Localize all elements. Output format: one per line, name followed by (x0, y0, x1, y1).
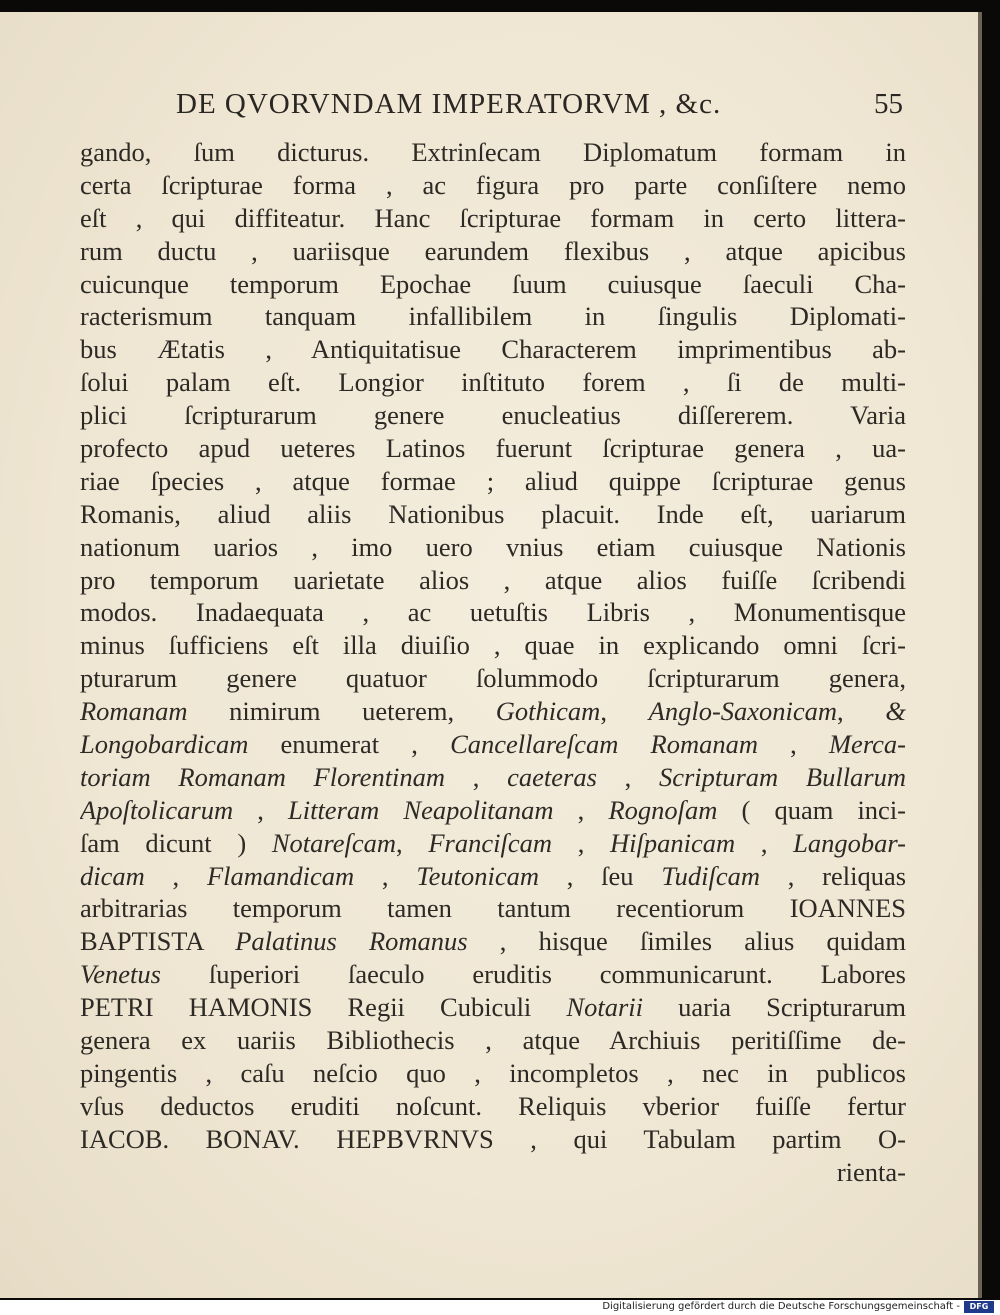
text-segment: ſuperiori ſaeculo eruditis communicarunt. Labores (160, 959, 906, 990)
italic-segment: Flamandicam (206, 860, 355, 891)
text-segment: gando, ſum dicturus. Extrinſecam Diplomatum formam in (80, 137, 906, 167)
text-line (80, 169, 906, 202)
text-segment: nimirum ueterem, (187, 696, 496, 727)
text-segment: modos. Inadaequata , ac uetuſtis Libris , Monumentisque (80, 597, 906, 628)
text-segment: , (758, 729, 829, 760)
text-segment: , (552, 827, 611, 858)
text-segment: riae ſpecies , atque formae ; aliud quippe ſcripturae genus (80, 465, 906, 496)
text-segment: arbitrarias temporum tamen tantum recentiorum IOANNES (80, 893, 906, 924)
italic-segment: Gothicam (495, 696, 601, 727)
italic-segment: toriam Romanam Florentinam (80, 761, 446, 792)
text-line (80, 794, 906, 827)
italic-segment: Notareſcam (271, 827, 397, 858)
text-line (80, 136, 906, 169)
text-segment: pro temporum uarietate alios , atque alios fuiſſe ſcribendi (80, 564, 906, 595)
italic-segment: Tudiſcam (661, 860, 760, 891)
text-line (80, 465, 906, 498)
body-text (80, 136, 906, 1189)
text-segment: BAPTISTA (80, 926, 236, 957)
text-segment: plici ſcripturarum genere enucleatius diſſererem. Varia (80, 400, 906, 431)
italic-segment: Litteram Neapolitanam (287, 794, 554, 825)
text-line (80, 1090, 906, 1123)
text-line (80, 1024, 906, 1057)
text-line (80, 399, 906, 432)
text-segment: PETRI HAMONIS Regii Cubiculi (80, 992, 567, 1023)
italic-segment: Merca- (828, 729, 906, 760)
text-line (80, 333, 906, 366)
text-line (80, 432, 906, 465)
italic-segment: Langobar- (793, 827, 906, 858)
text-segment: , (735, 827, 794, 858)
text-segment: nationum uarios , imo uero vnius etiam cuiusque Nationis (80, 531, 906, 562)
text-line (80, 366, 906, 399)
text-segment: certa ſcripturae forma , ac figura pro parte conſiſtere nemo (80, 169, 906, 200)
text-line (80, 1156, 906, 1189)
italic-segment: & (885, 696, 906, 727)
text-segment: minus ſufficiens eſt illa diuiſio , quae in explicando omni ſcri- (80, 630, 906, 661)
text-line (80, 662, 906, 695)
page-number: 55 (874, 88, 903, 120)
text-line (80, 991, 906, 1024)
italic-segment: dicam (80, 860, 145, 891)
italic-segment: Teutonicam (416, 860, 540, 891)
text-line (80, 268, 906, 301)
italic-segment: Scripturam Bullarum (658, 761, 906, 792)
text-line (80, 202, 906, 235)
text-segment: , (837, 696, 886, 727)
text-segment: ſam dicunt ) (80, 827, 272, 858)
text-line (80, 531, 906, 564)
text-segment: uaria Scripturarum (642, 992, 906, 1023)
text-segment: , (445, 761, 508, 792)
text-segment: , (354, 860, 417, 891)
text-line (80, 958, 906, 991)
text-segment: , (144, 860, 207, 891)
text-line (80, 695, 906, 728)
text-segment: , hisque ſimiles alius quidam (467, 926, 906, 957)
italic-segment: Franciſcam (428, 827, 552, 858)
text-line (80, 827, 906, 860)
text-line (80, 1123, 906, 1156)
text-line (80, 925, 906, 958)
text-segment: enumerat , (248, 729, 451, 760)
text-segment: pturarum genere quatuor ſolummodo ſcripturarum genera, (80, 663, 906, 694)
running-title: DE QVORVNDAM IMPERATORVM , &c. (176, 88, 722, 120)
italic-segment: Anglo-Saxonicam (648, 696, 838, 727)
text-segment: Romanis, aliud aliis Nationibus placuit. Inde eſt, uariarum (80, 498, 906, 529)
text-segment: vſus deductos eruditi noſcunt. Reliquis vberior fuiſſe fertur (80, 1090, 906, 1121)
italic-segment: Longobardicam (80, 729, 249, 760)
italic-segment: caeteras (507, 761, 597, 792)
dfg-logo-badge: DFG (964, 1301, 994, 1313)
text-segment: eſt , qui diffiteatur. Hanc ſcripturae formam in certo littera- (80, 202, 906, 233)
text-segment: racterismum tanquam infallibilem in ſingulis Diplomati- (80, 301, 906, 332)
text-segment: cuicunque temporum Epochae ſuum cuiusque ſaeculi Cha- (80, 268, 906, 299)
text-line (80, 1057, 906, 1090)
text-line (80, 892, 906, 925)
text-line (80, 860, 906, 893)
text-line (80, 498, 906, 531)
text-line (80, 629, 906, 662)
text-segment: , (233, 794, 288, 825)
italic-segment: Venetus (80, 959, 161, 990)
italic-segment: Apoſtolicarum (80, 794, 234, 825)
italic-segment: Cancellareſcam Romanam (450, 729, 758, 760)
text-segment: , (600, 696, 649, 727)
text-line (80, 235, 906, 268)
footer-bar (0, 1300, 1000, 1315)
text-line (80, 728, 906, 761)
book-page (0, 12, 978, 1298)
text-segment: ſolui palam eſt. Longior inſtituto forem , ſi de multi- (80, 367, 906, 398)
text-segment: , (596, 761, 659, 792)
text-segment: , ſeu (539, 860, 662, 891)
text-line (80, 761, 906, 794)
text-segment: IACOB. BONAV. HEPBVRNVS , qui Tabulam partim O- (80, 1123, 906, 1154)
text-segment: pingentis , caſu neſcio quo , incompletos , nec in publicos (80, 1057, 906, 1088)
page-edge (978, 12, 982, 1298)
italic-segment: Hiſpanicam (610, 827, 736, 858)
italic-segment: Rognoſam (608, 794, 718, 825)
text-segment: ( quam inci- (717, 794, 906, 825)
italic-segment: Palatinus Romanus (235, 926, 468, 957)
text-segment: bus Ætatis , Antiquitatisue Characterem imprimentibus ab- (80, 334, 906, 365)
text-segment: , (396, 827, 429, 858)
text-segment: rum ductu , uariisque earundem flexibus , atque apicibus (80, 235, 906, 266)
italic-segment: Notarii (566, 992, 643, 1023)
text-line (80, 564, 906, 597)
text-segment: , reliquas (759, 860, 906, 891)
text-line (80, 596, 906, 629)
text-segment: genera ex uariis Bibliothecis , atque Archiuis peritiſſime de- (80, 1025, 906, 1056)
text-segment: rienta- (836, 1156, 906, 1187)
italic-segment: Romanam (80, 696, 188, 727)
text-line (80, 300, 906, 333)
running-head (0, 82, 978, 128)
funding-note: Digitalisierung gefördert durch die Deutsche Forschungsgemeinschaft - (602, 1301, 960, 1312)
text-segment: profecto apud ueteres Latinos fuerunt ſcripturae genera , ua- (80, 433, 906, 464)
text-segment: , (553, 794, 609, 825)
